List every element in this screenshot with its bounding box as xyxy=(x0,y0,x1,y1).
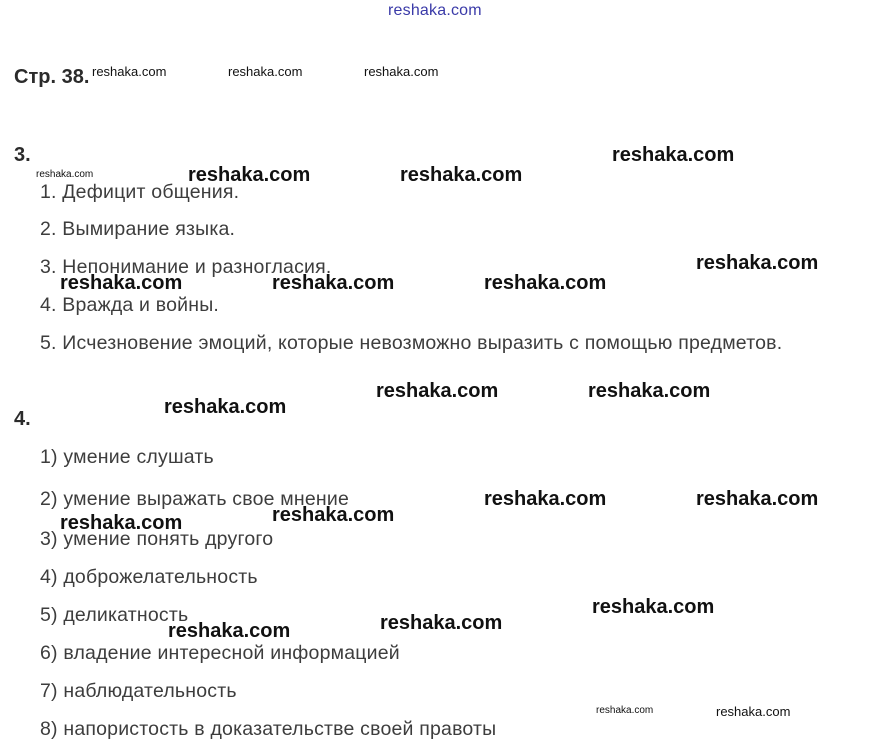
watermark: reshaka.com xyxy=(188,164,311,186)
watermark: reshaka.com xyxy=(588,380,711,402)
watermark: reshaka.com xyxy=(228,64,303,79)
watermark: reshaka.com xyxy=(272,504,395,526)
watermark: reshaka.com xyxy=(376,380,499,402)
section-3-item: 3. Непонимание и разногласия. xyxy=(40,256,332,278)
watermark: reshaka.com xyxy=(696,488,819,510)
section-4-item: 4) доброжелательность xyxy=(40,566,258,588)
section-4-item: 6) владение интересной информацией xyxy=(40,642,400,664)
section-3-item: 1. Дефицит общения. xyxy=(40,181,240,203)
watermark: reshaka.com xyxy=(364,64,439,79)
watermark: reshaka.com xyxy=(592,596,715,618)
watermark: reshaka.com xyxy=(92,64,167,79)
section-4-item: 3) умение понять другого xyxy=(40,528,274,550)
watermark: reshaka.com xyxy=(596,705,654,716)
watermark: reshaka.com xyxy=(400,164,523,186)
watermark: reshaka.com xyxy=(168,620,291,642)
section-3-item: 5. Исчезновение эмоций, которые невозможно выразить с помощью предметов. xyxy=(40,332,783,354)
section-4-item: 2) умение выражать свое мнение xyxy=(40,488,350,510)
page-label: Стр. 38. xyxy=(14,66,90,88)
watermark: reshaka.com xyxy=(484,488,607,510)
section-4-item: 7) наблюдательность xyxy=(40,680,237,702)
section-4-number: 4. xyxy=(14,408,31,430)
section-3-item: 4. Вражда и войны. xyxy=(40,294,220,316)
watermark: reshaka.com xyxy=(60,272,183,294)
section-4-item: 8) напористость в доказательстве своей правоты xyxy=(40,718,497,740)
section-3-number: 3. xyxy=(14,144,31,166)
section-4-item: 5) деликатность xyxy=(40,604,189,626)
watermark: reshaka.com xyxy=(272,272,395,294)
watermark: reshaka.com xyxy=(696,252,819,274)
section-4-item: 1) умение слушать xyxy=(40,446,214,468)
section-3-item: 2. Вымирание языка. xyxy=(40,218,236,240)
watermark: reshaka.com xyxy=(164,396,287,418)
watermark: reshaka.com xyxy=(716,704,791,719)
watermark: reshaka.com xyxy=(612,144,735,166)
top-watermark: reshaka.com xyxy=(388,2,482,19)
watermark: reshaka.com xyxy=(60,512,183,534)
watermark: reshaka.com xyxy=(380,612,503,634)
watermark: reshaka.com xyxy=(484,272,607,294)
watermark: reshaka.com xyxy=(36,169,94,180)
